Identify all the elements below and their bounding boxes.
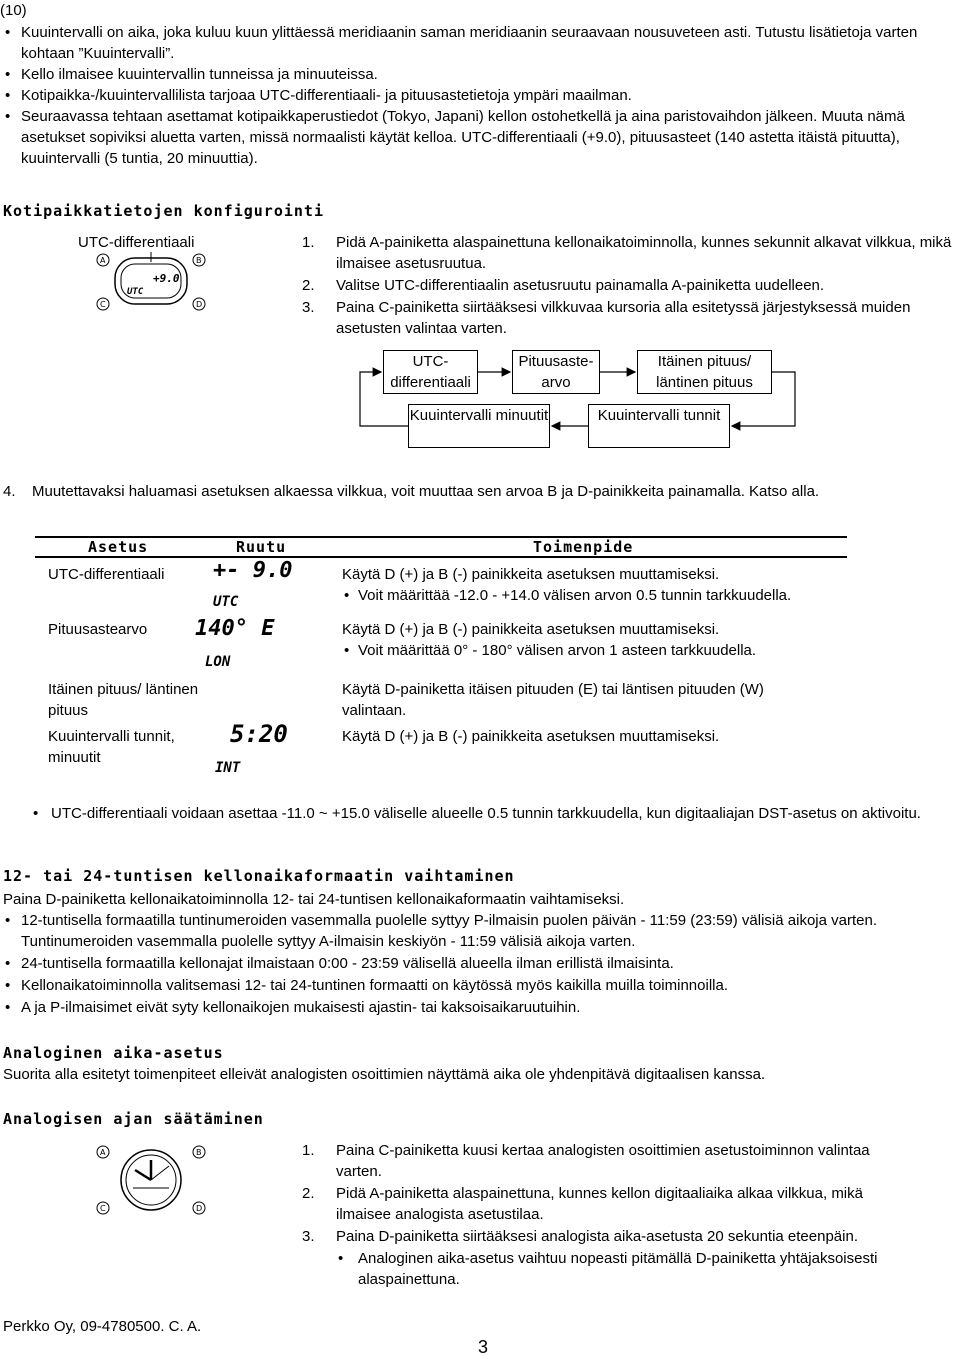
flow-box-moon-minutes: Kuuintervalli minuutit — [408, 404, 550, 448]
analog-sub-bullet-text: Analoginen aika-asetus vaihtuu nopeasti pitämällä D-painiketta yhtäjaksoisesti alaspainettuna. — [358, 1250, 878, 1288]
table-row-2-setting: Pituusastearvo — [48, 621, 148, 638]
table-header-rule — [35, 556, 847, 558]
section-heading-time-format: 12- tai 24-tuntisen kellonaikaformaatin vaihtaminen — [3, 867, 515, 885]
svg-text:C: C — [100, 300, 106, 309]
analog-step-3-number: 3. — [302, 1228, 315, 1245]
step-1-number: 1. — [302, 234, 315, 251]
watch-lcd-bottom: UTC — [127, 287, 144, 297]
analog-setting-text: Suorita alla esitetyt toimenpiteet elleivät analogisten osoittimien näyttämä aika ole yhdenpitävä digitaalisen kanssa. — [3, 1066, 766, 1083]
table-row-2-lcd-bottom: LON — [205, 654, 231, 670]
svg-text:C: C — [100, 1204, 106, 1213]
section-heading-home-config: Kotipaikkatietojen konfigurointi — [3, 202, 324, 220]
note-bullet: • UTC-differentiaali voidaan asettaa -11.0 ~ +15.0 väliselle alueelle 0.5 tunnin tarkkuudella, kun digitaaliajan DST-asetus on aktivoitu. — [33, 805, 921, 822]
watch-analog-illustration — [95, 1140, 207, 1220]
table-row-4-lcd-bottom: INT — [215, 760, 241, 776]
step-3-number: 3. — [302, 299, 315, 316]
time-format-bullet-4: • A ja P-ilmaisimet eivät syty kellonaikojen mukaisesti ajastin- tai kaksoisaikaruutuihin. — [3, 997, 951, 1018]
analog-step-1-text: Paina C-painiketta kuusi kertaa analogisten osoittimien asetustoiminnon valintaa varten. — [336, 1142, 870, 1180]
table-row-4-setting: Kuuintervalli tunnit, minuutit — [48, 728, 175, 766]
watch-lcd-top: +9.0 — [153, 272, 180, 285]
flow-box-utc: UTC-differentiaali — [383, 350, 478, 394]
analog-step-3-text: Paina D-painiketta siirtääksesi analogista aika-asetusta 20 sekuntia eteenpäin. — [336, 1228, 858, 1245]
table-row-2-lcd-top: 140° E — [195, 616, 275, 641]
table-row-1-lcd-top: +- 9.0 — [213, 558, 293, 583]
step-4-number: 4. — [3, 483, 16, 500]
table-row-1-lcd-bottom: UTC — [213, 594, 239, 610]
svg-text:B: B — [196, 1148, 202, 1157]
intro-bullet-3: • Kotipaikka-/kuuintervallilista tarjoaa UTC-differentiaali- ja pituusastetietoja ympäri maailman. — [3, 85, 951, 106]
table-top-rule — [35, 536, 847, 538]
table-header-screen: Ruutu — [236, 538, 287, 556]
time-format-intro: Paina D-painiketta kellonaikatoiminnolla 12- tai 24-tuntisen kellonaikaformaatin vaihtamiseksi. — [3, 891, 625, 908]
section-heading-analog-adjust: Analogisen ajan säätäminen — [3, 1110, 264, 1128]
intro-bullet-4: • Seuraavassa tehtaan asettamat kotipaikkaperustiedot (Tokyo, Japani) kellon ostohetkellä ja aina paristovaihdon jälkeen. Muuta nämä asetukset sopiviksi aluetta varten, missä normaalisti käytät kelloa. UTC-differentiaali (+9.0), pituusasteet (140 astetta itäistä pituutta), kuuintervalli (5 tuntia, 20 minuuttia). — [3, 106, 941, 169]
analog-step-1-number: 1. — [302, 1142, 315, 1159]
analog-sub-bullet: • Analoginen aika-asetus vaihtuu nopeasti pitämällä D-painiketta yhtäjaksoisesti alaspainettuna. — [338, 1250, 878, 1288]
svg-text:B: B — [196, 256, 202, 265]
step-4-text: Muutettavaksi haluamasi asetuksen alkaessa vilkkua, voit muuttaa sen arvoa B ja D-painikkeita painamalla. Katso alla. — [32, 483, 820, 500]
note-bullet-text: UTC-differentiaali voidaan asettaa -11.0 ~ +15.0 väliselle alueelle 0.5 tunnin tarkkuudella, kun digitaaliajan DST-asetus on aktivoitu. — [51, 805, 921, 822]
intro-bullet-1: • Kuuintervalli on aika, joka kuluu kuun ylittäessä meridiaanin saman meridiaanin seuraavaan nousuveteen asti. Tutustu lisätietoja varten kohtaan ”Kuuintervalli”. — [3, 22, 926, 64]
table-header-action: Toimenpide — [533, 538, 634, 556]
footer-company: Perkko Oy, 09-4780500. C. A. — [3, 1318, 202, 1335]
table-row-2-sub-text: Voit määrittää 0° - 180° välisen arvon 1 asteen tarkkuudella. — [358, 642, 757, 659]
flow-box-moon-hours: Kuuintervalli tunnit — [588, 404, 730, 448]
table-row-3-setting: Itäinen pituus/ läntinen pituus — [48, 681, 199, 719]
svg-text:D: D — [196, 300, 203, 309]
svg-text:A: A — [100, 256, 106, 265]
analog-step-2-number: 2. — [302, 1185, 315, 1202]
flow-box-longitude-value: Pituusaste-arvo — [512, 350, 600, 394]
table-row-1-sub: • Voit määrittää -12.0 - +14.0 välisen arvon 0.5 tunnin tarkkuudella. — [344, 587, 792, 604]
section-heading-analog-setting: Analoginen aika-asetus — [3, 1044, 224, 1062]
table-row-1-sub-text: Voit määrittää -12.0 - +14.0 välisen arvon 0.5 tunnin tarkkuudella. — [358, 587, 792, 604]
table-row-2-sub: • Voit määrittää 0° - 180° välisen arvon 1 asteen tarkkuudella. — [344, 642, 757, 659]
step-3-text: Paina C-painiketta siirtääksesi vilkkuvaa kursoria alla esitetyssä järjestyksessä muiden asetusten valintaa varten. — [336, 299, 911, 337]
step-2-number: 2. — [302, 277, 315, 294]
table-row-3-action: Käytä D-painiketta itäisen pituuden (E) tai läntisen pituuden (W) valintaan. — [342, 681, 764, 719]
page-marker: (10) — [0, 2, 27, 19]
flow-box-east-west: Itäinen pituus/ läntinen pituus — [637, 350, 772, 394]
table-row-2-action: Käytä D (+) ja B (-) painikkeita asetuksen muuttamiseksi. — [342, 621, 720, 638]
time-format-bullet-1: • 12-tuntisella formaatilla tuntinumeroiden vasemmalla puolelle syttyy P-ilmaisin puolen päivän - 11:59 (23:59) välisiä aikoja varten. Tuntinumeroiden vasemmalla puolelle syttyy A-ilmaisin keskiyön - 11:59 välisiä aikoja varten. — [3, 910, 941, 952]
table-row-1-setting: UTC-differentiaali — [48, 566, 165, 583]
watch-caption: UTC-differentiaali — [78, 234, 195, 251]
table-header-setting: Asetus — [88, 538, 149, 556]
table-row-4-action: Käytä D (+) ja B (-) painikkeita asetuksen muuttamiseksi. — [342, 728, 720, 745]
svg-text:D: D — [196, 1204, 203, 1213]
table-row-1-action: Käytä D (+) ja B (-) painikkeita asetuksen muuttamiseksi. — [342, 566, 720, 583]
intro-bullet-2: • Kello ilmaisee kuuintervallin tunneissa ja minuuteissa. — [3, 64, 951, 85]
analog-step-2-text: Pidä A-painiketta alaspainettuna, kunnes kellon digitaaliaika alkaa vilkkua, mikä ilmaisee analogista asetustilaa. — [336, 1185, 863, 1223]
footer-page-number: 3 — [478, 1337, 489, 1357]
watch-digital-illustration — [95, 250, 207, 312]
time-format-bullet-2: • 24-tuntisella formaatilla kellonajat ilmaistaan 0:00 - 23:59 välisellä alueella ilman erillistä ilmaisinta. — [3, 953, 951, 974]
time-format-bullet-3: • Kellonaikatoiminnolla valitsemasi 12- tai 24-tuntinen formaatti on käytössä myös kaikilla muilla toiminnoilla. — [3, 975, 951, 996]
flow-arrows — [340, 340, 810, 460]
step-2-text: Valitse UTC-differentiaalin asetusruutu painamalla A-painiketta uudelleen. — [336, 277, 825, 294]
table-row-4-lcd-top: 5:20 — [230, 720, 288, 748]
step-1-text: Pidä A-painiketta alaspainettuna kellonaikatoiminnolla, kunnes sekunnit alkavat vilkkua, mikä ilmaisee asetusruutua. — [336, 234, 952, 272]
svg-text:A: A — [100, 1148, 106, 1157]
